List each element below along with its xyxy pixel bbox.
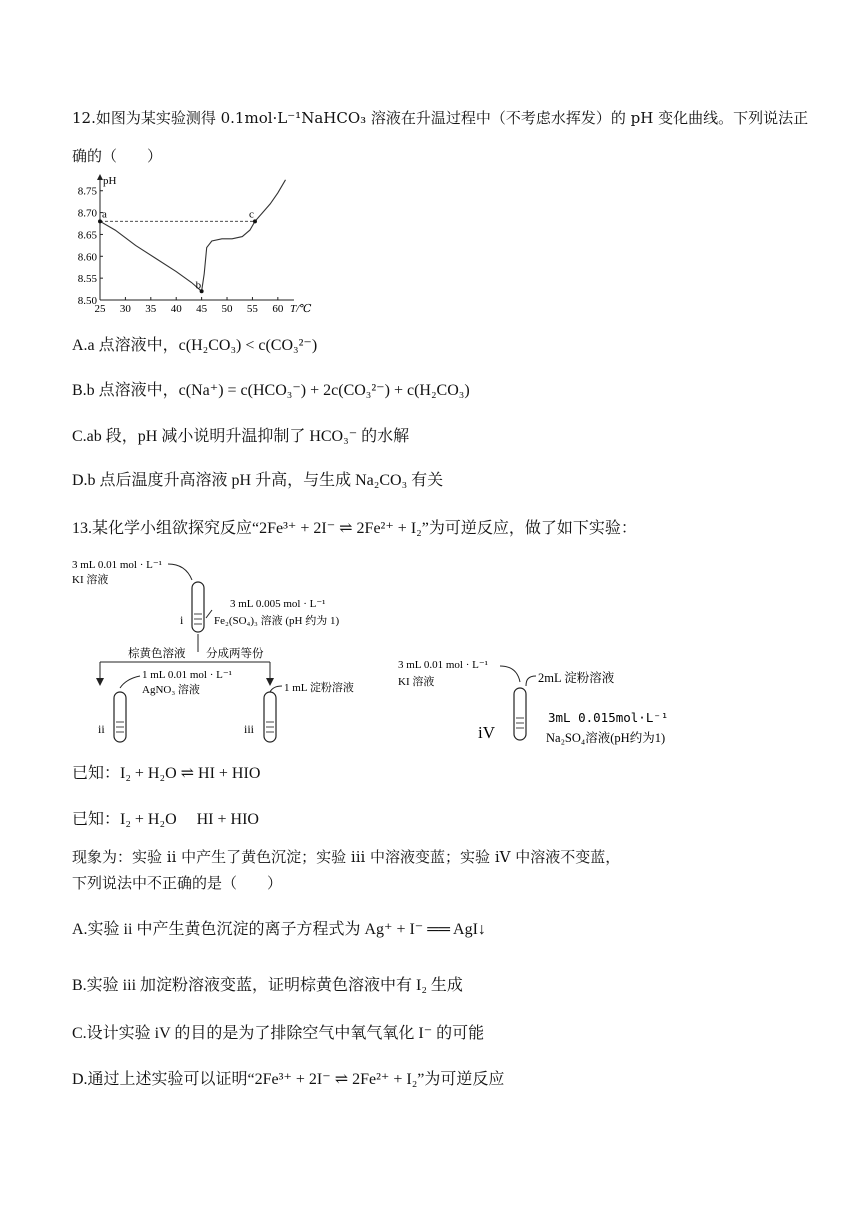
x-tick-label: 60 xyxy=(272,303,284,315)
ki-label-4: KI 溶液 xyxy=(398,676,435,688)
y-tick-label: 8.65 xyxy=(77,229,97,242)
split-label: 分成两等份 xyxy=(206,648,264,660)
y-tick-label: 8.50 xyxy=(77,295,97,307)
experiment-diagram xyxy=(70,552,720,752)
x-tick-label: 50 xyxy=(221,303,233,315)
na2so4-label-1: 3mL 0.015mol·L⁻¹ xyxy=(548,710,669,725)
ki-label-1: 3 mL 0.01 mol · L⁻¹ xyxy=(72,559,162,571)
starch-label: 1 mL 淀粉溶液 xyxy=(284,682,354,694)
q12-option-b[interactable]: B.b 点溶液中，c(Na⁺) = c(HCO₃⁻) + 2c(CO₃²⁻) + c(H₂CO₃) xyxy=(72,382,470,399)
y-tick-label: 8.60 xyxy=(77,251,97,264)
fe-label-1: 3 mL 0.005 mol · L⁻¹ xyxy=(230,598,326,610)
q13-known-1: 已知：I₂ + H₂O ⇌ HI + HIO xyxy=(72,765,261,782)
q13-option-b[interactable]: B.实验 iii 加淀粉溶液变蓝，证明棕黄色溶液中有 I₂ 生成 xyxy=(72,977,463,994)
q13-option-a[interactable]: A.实验 ii 中产生黄色沉淀的离子方程式为 Ag⁺ + I⁻ ══ AgI↓ xyxy=(72,921,486,938)
tube-iii-label: iii xyxy=(244,722,255,736)
brown-solution-label: 棕黄色溶液 xyxy=(128,648,186,660)
ki-label-3: 3 mL 0.01 mol · L⁻¹ xyxy=(398,659,488,671)
y-axis-label: pH xyxy=(103,175,117,187)
q12-stem-line1: 12.如图为某实验测得 0.1mol·L⁻¹NaHCO₃ 溶液在升温过程中（不考虑水挥发）的 pH 变化曲线。下列说法正 xyxy=(72,109,809,127)
q12-option-d[interactable]: D.b 点后温度升高溶液 pH 升高，与生成 Na₂CO₃ 有关 xyxy=(72,472,444,489)
starch2-label: 2mL 淀粉溶液 xyxy=(538,671,615,685)
fe-label-2: Fe₂(SO₄)₃ 溶液 (pH 约为 1) xyxy=(214,615,340,627)
ph-temperature-chart xyxy=(70,172,312,322)
q13-question: 下列说法中不正确的是（ ） xyxy=(72,874,283,892)
tube-iv-label: iV xyxy=(478,723,495,742)
x-tick-label: 40 xyxy=(170,303,182,315)
q12-stem-line2: 确的（ ） xyxy=(72,147,163,165)
agno3-label-2: AgNO₃ 溶液 xyxy=(142,684,200,696)
q13-option-c[interactable]: C.设计实验 iV 的目的是为了排除空气中氧气氧化 I⁻ 的可能 xyxy=(72,1025,485,1042)
ki-label-2: KI 溶液 xyxy=(72,574,109,586)
point-label-c: c xyxy=(248,208,254,221)
x-tick-label: 55 xyxy=(246,303,258,315)
y-tick-label: 8.75 xyxy=(77,185,97,198)
q12-option-c[interactable]: C.ab 段，pH 减小说明升温抑制了 HCO₃⁻ 的水解 xyxy=(72,428,410,445)
x-tick-label: 45 xyxy=(196,303,208,315)
tube-ii-label: ii xyxy=(98,722,105,736)
tube-iii xyxy=(264,692,276,742)
y-tick-label: 8.70 xyxy=(77,207,97,220)
y-tick-label: 8.55 xyxy=(77,273,97,286)
tube-ii xyxy=(114,692,126,742)
q13-stem: 13.某化学小组欲探究反应“2Fe³⁺ + 2I⁻ ⇌ 2Fe²⁺ + I₂”为可逆反应，做了如下实验： xyxy=(72,520,637,537)
q13-known-2: 已知：I₂ + H₂O HI + HIO xyxy=(72,811,259,828)
point-label-b: b xyxy=(195,279,202,292)
ph-curve xyxy=(100,180,286,291)
x-tick-label: 25 xyxy=(94,303,106,315)
q13-phenomenon: 现象为：实验 ii 中产生了黄色沉淀；实验 iii 中溶液变蓝；实验 iV 中溶液不变蓝， xyxy=(72,848,621,866)
tube-iv xyxy=(514,688,526,740)
q13-option-d[interactable]: D.通过上述实验可以证明“2Fe³⁺ + 2I⁻ ⇌ 2Fe²⁺ + I₂”为可逆反应 xyxy=(72,1071,505,1088)
na2so4-label-2: Na₂SO₄溶液(pH约为1) xyxy=(546,731,666,745)
x-axis-label: T/℃ xyxy=(290,303,312,315)
ki-arrow xyxy=(168,564,192,580)
tube-i-label: i xyxy=(180,613,184,627)
agno3-label-1: 1 mL 0.01 mol · L⁻¹ xyxy=(142,669,232,681)
x-tick-label: 30 xyxy=(119,303,131,315)
q12-option-a[interactable]: A.a 点溶液中，c(H₂CO₃) < c(CO₃²⁻) xyxy=(72,337,318,354)
x-tick-label: 35 xyxy=(145,303,157,315)
point-label-a: a xyxy=(102,208,107,221)
